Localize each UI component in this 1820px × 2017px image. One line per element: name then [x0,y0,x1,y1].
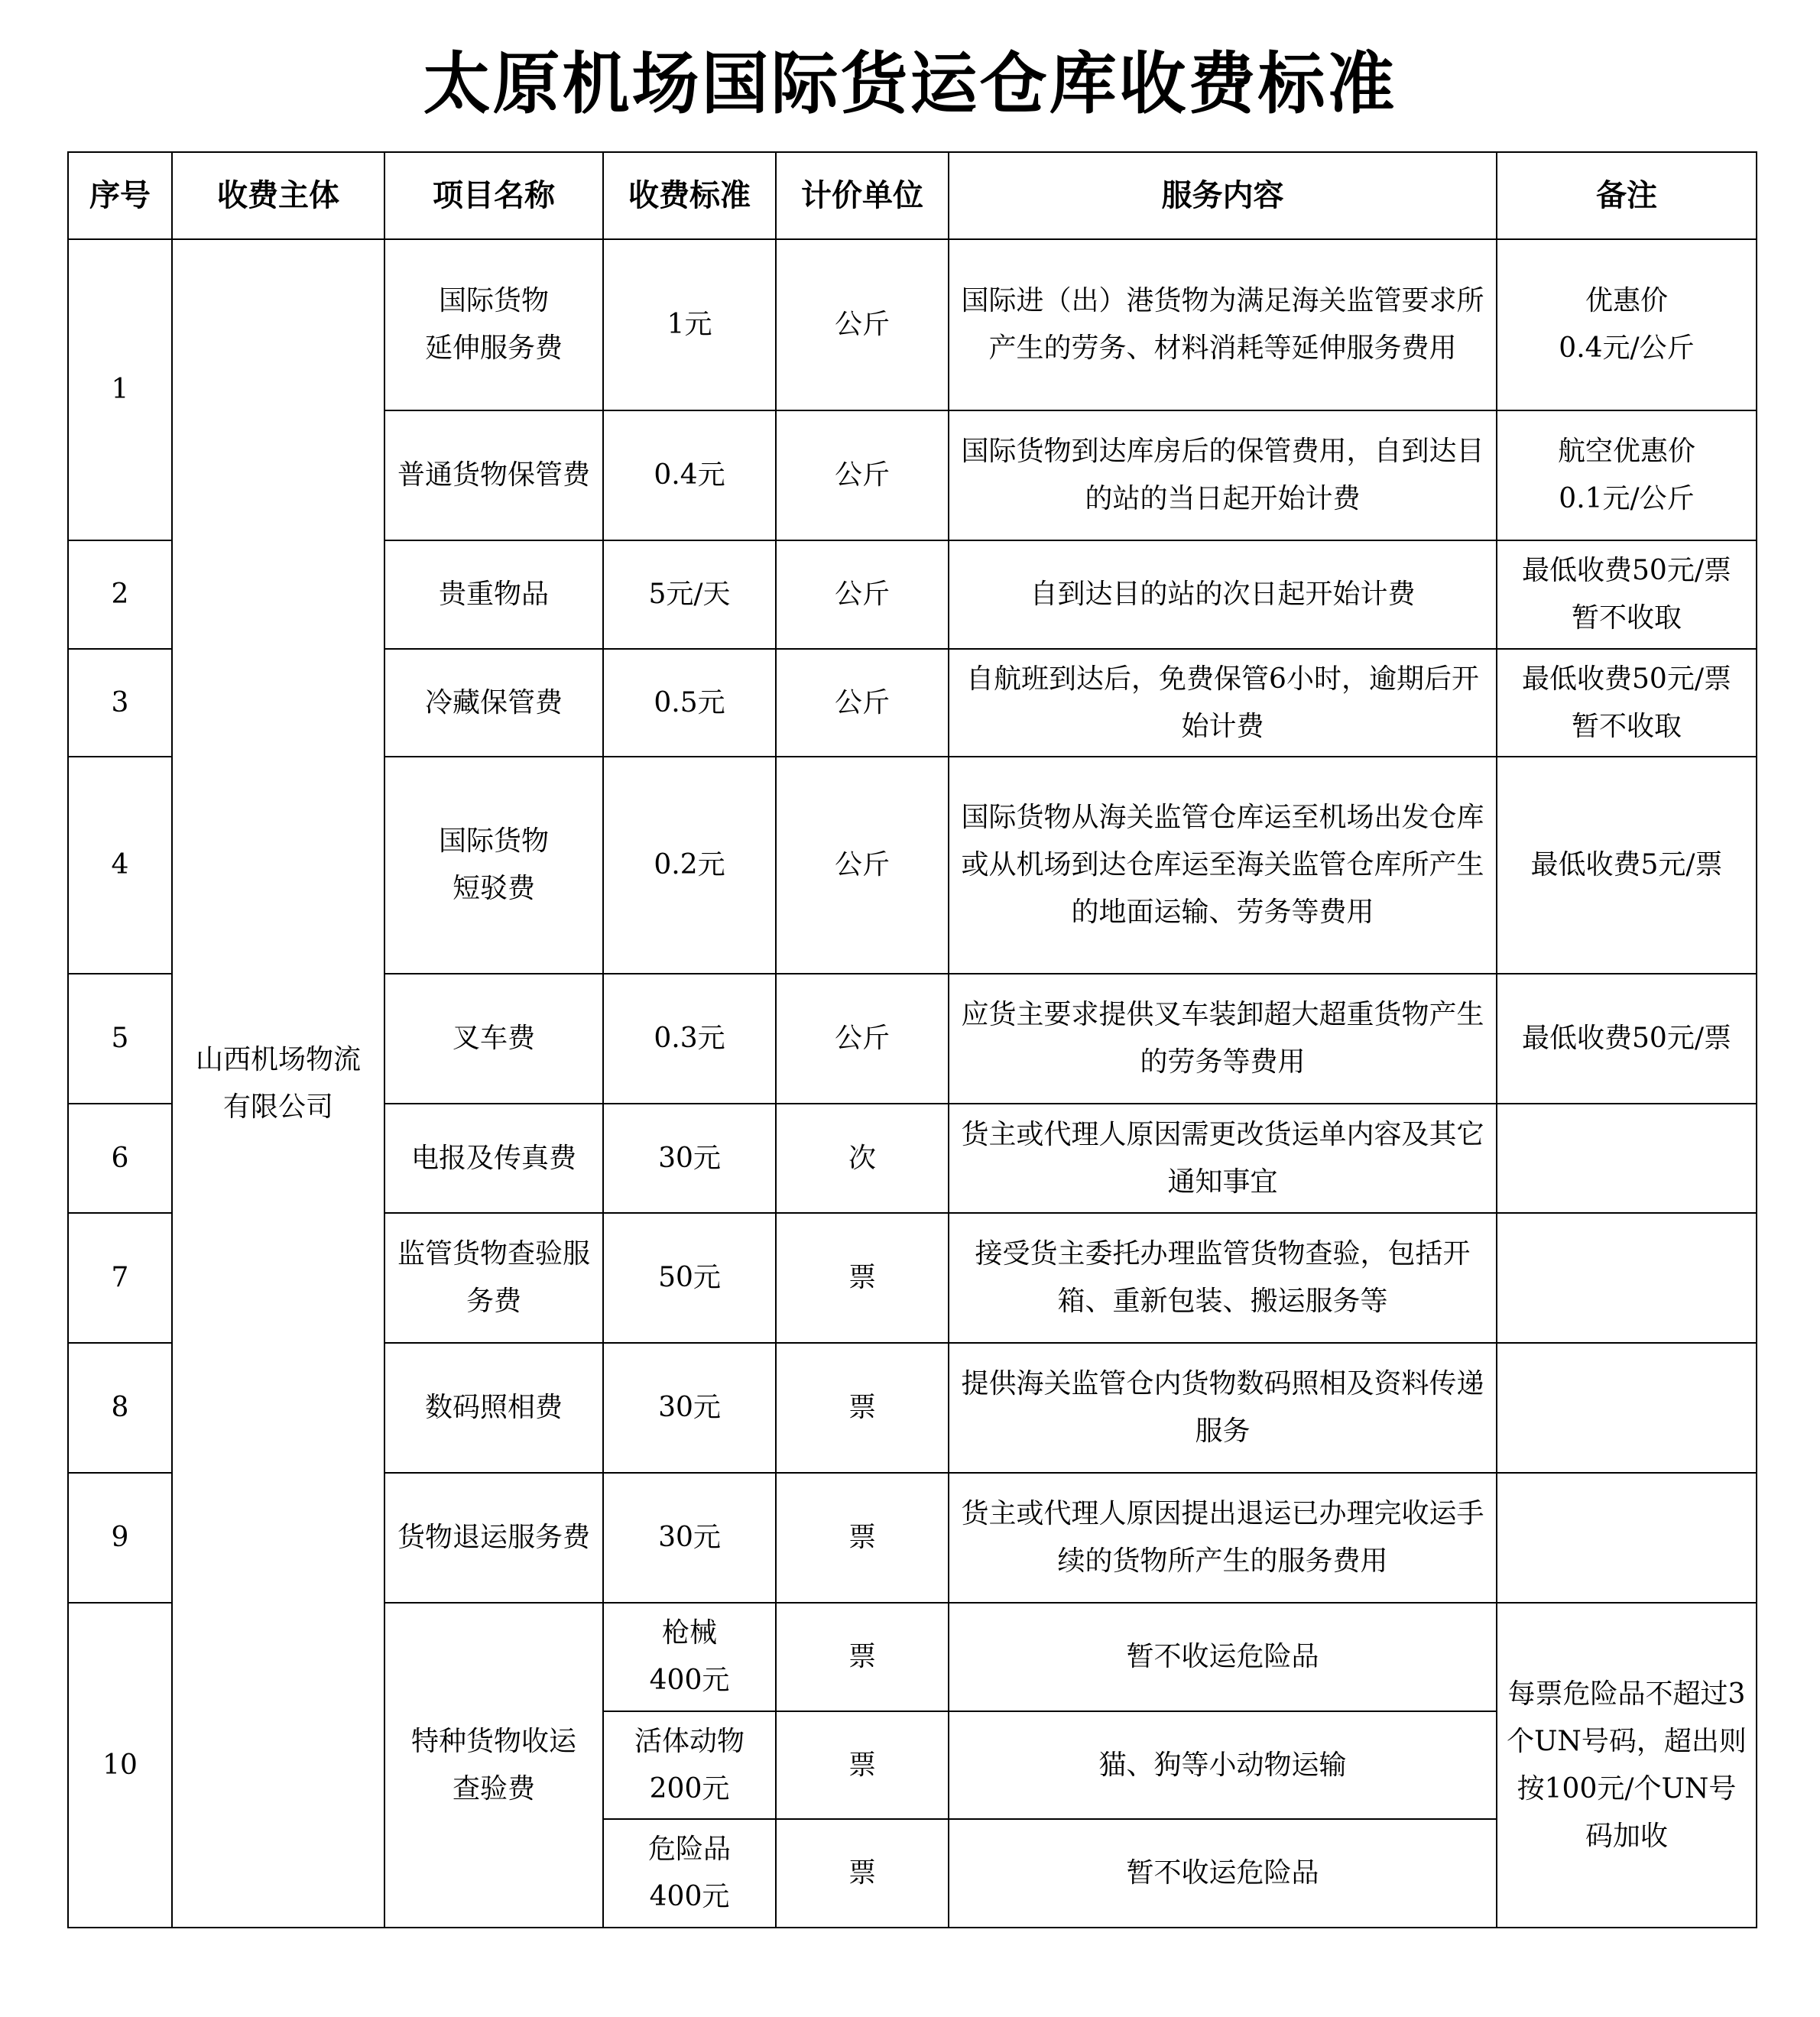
item-price: 枪械 400元 [603,1603,776,1711]
header-unit: 计价单位 [776,152,949,239]
item-remark [1497,1343,1757,1473]
item-remark: 航空优惠价 0.1元/公斤 [1497,410,1757,540]
header-entity: 收费主体 [172,152,384,239]
item-remark: 最低收费50元/票 [1497,974,1757,1104]
item-price: 0.4元 [603,410,776,540]
item-service: 接受货主委托办理监管货物查验，包括开箱、重新包装、搬运服务等 [949,1213,1497,1343]
item-service: 国际货物到达库房后的保管费用，自到达目的站的当日起开始计费 [949,410,1497,540]
row-index: 2 [68,540,172,649]
row-index: 5 [68,974,172,1104]
item-name: 数码照相费 [384,1343,603,1473]
item-service: 自航班到达后，免费保管6小时，逾期后开始计费 [949,649,1497,757]
item-remark [1497,1473,1757,1603]
item-service: 国际进（出）港货物为满足海关监管要求所产生的劳务、材料消耗等延伸服务费用 [949,239,1497,410]
item-name: 国际货物 短驳费 [384,757,603,974]
page-title: 太原机场国际货运仓库收费标准 [423,44,1397,123]
header-remark: 备注 [1497,152,1757,239]
item-unit: 票 [776,1603,949,1711]
item-name: 监管货物查验服务费 [384,1213,603,1343]
item-unit: 票 [776,1711,949,1819]
row-index: 9 [68,1473,172,1603]
item-unit: 票 [776,1473,949,1603]
row-index: 3 [68,649,172,757]
item-unit: 次 [776,1104,949,1213]
item-name: 普通货物保管费 [384,410,603,540]
item-service: 货主或代理人原因提出退运已办理完收运手续的货物所产生的服务费用 [949,1473,1497,1603]
row-index: 6 [68,1104,172,1213]
item-name: 特种货物收运 查验费 [384,1603,603,1928]
item-name: 国际货物 延伸服务费 [384,239,603,410]
item-unit: 票 [776,1343,949,1473]
item-remark: 最低收费5元/票 [1497,757,1757,974]
item-price: 30元 [603,1343,776,1473]
row-index: 10 [68,1603,172,1928]
item-price: 危险品 400元 [603,1819,776,1928]
item-price: 0.5元 [603,649,776,757]
item-service: 暂不收运危险品 [949,1819,1497,1928]
item-price: 活体动物 200元 [603,1711,776,1819]
header-standard: 收费标准 [603,152,776,239]
table-row [68,239,1757,410]
item-unit: 公斤 [776,540,949,649]
row-index: 1 [68,239,172,540]
item-remark: 最低收费50元/票 暂不收取 [1497,649,1757,757]
row-index: 7 [68,1213,172,1343]
item-name: 货物退运服务费 [384,1473,603,1603]
item-service: 自到达目的站的次日起开始计费 [949,540,1497,649]
item-price: 0.3元 [603,974,776,1104]
item-unit: 公斤 [776,757,949,974]
item-service: 货主或代理人原因需更改货运单内容及其它通知事宜 [949,1104,1497,1213]
item-remark [1497,1213,1757,1343]
charging-entity: 山西机场物流 有限公司 [172,239,384,1928]
item-price: 30元 [603,1473,776,1603]
item-price: 1元 [603,239,776,410]
item-price: 50元 [603,1213,776,1343]
item-unit: 公斤 [776,410,949,540]
fee-table [67,151,1757,1928]
header-index: 序号 [68,152,172,239]
row-index: 4 [68,757,172,974]
item-name: 冷藏保管费 [384,649,603,757]
header-item-name: 项目名称 [384,152,603,239]
item-price: 30元 [603,1104,776,1213]
item-unit: 公斤 [776,649,949,757]
item-remark: 优惠价 0.4元/公斤 [1497,239,1757,410]
item-name: 贵重物品 [384,540,603,649]
item-price: 5元/天 [603,540,776,649]
item-remark: 每票危险品不超过3个UN号码，超出则按100元/个UN号码加收 [1497,1603,1757,1928]
item-unit: 公斤 [776,974,949,1104]
item-service: 国际货物从海关监管仓库运至机场出发仓库或从机场到达仓库运至海关监管仓库所产生的地面运输、劳务等费用 [949,757,1497,974]
item-price: 0.2元 [603,757,776,974]
item-name: 叉车费 [384,974,603,1104]
item-unit: 票 [776,1213,949,1343]
item-service: 猫、狗等小动物运输 [949,1711,1497,1819]
item-service: 提供海关监管仓内货物数码照相及资料传递服务 [949,1343,1497,1473]
header-service: 服务内容 [949,152,1497,239]
item-name: 电报及传真费 [384,1104,603,1213]
item-service: 应货主要求提供叉车装卸超大超重货物产生的劳务等费用 [949,974,1497,1104]
item-service: 暂不收运危险品 [949,1603,1497,1711]
row-index: 8 [68,1343,172,1473]
item-unit: 公斤 [776,239,949,410]
item-unit: 票 [776,1819,949,1928]
header-row [68,152,1757,239]
item-remark [1497,1104,1757,1213]
item-remark: 最低收费50元/票 暂不收取 [1497,540,1757,649]
